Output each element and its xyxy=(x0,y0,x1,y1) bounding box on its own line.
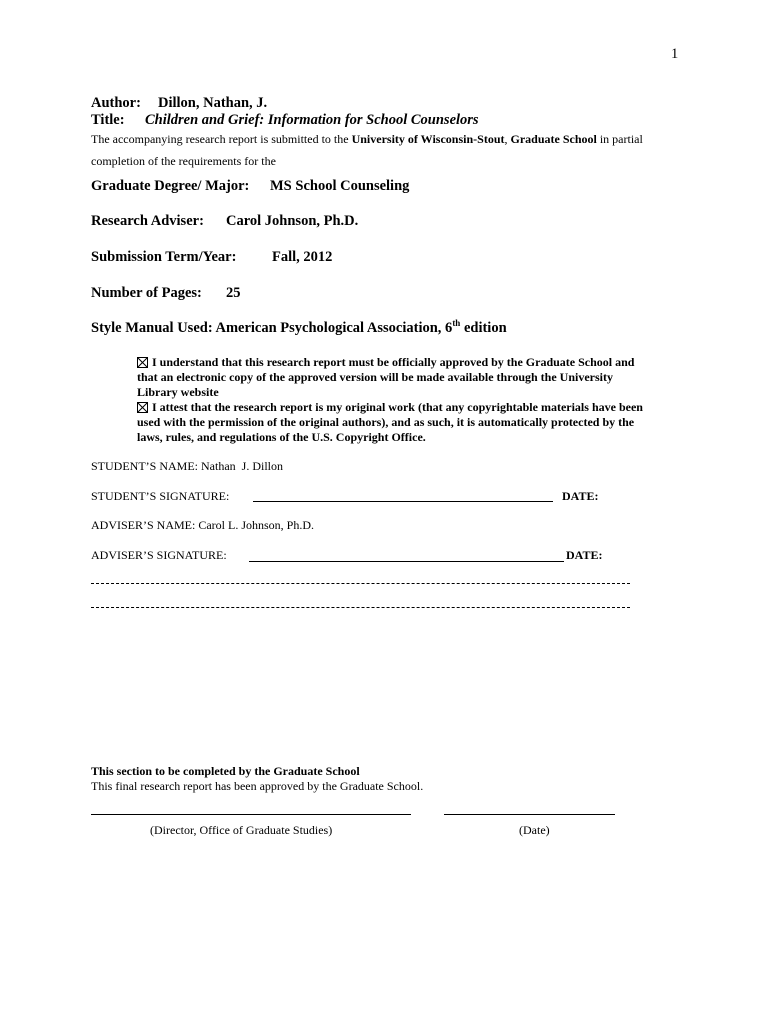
dashed-divider xyxy=(91,607,630,608)
style-manual-edition: edition xyxy=(463,320,507,336)
style-manual-value: American Psychological Association, 6 xyxy=(215,320,453,336)
student-name-value: Nathan J. Dillon xyxy=(201,459,283,473)
adviser-name xyxy=(91,518,314,533)
checked-box-icon[interactable] xyxy=(137,357,148,368)
student-signature-line[interactable] xyxy=(253,501,553,502)
attest-item-2-line: used with the permission of the original authors), and as such, it is automatically protected by the xyxy=(137,415,635,429)
attest-item-2-line: laws, rules, and regulations of the U.S. Copyright Office. xyxy=(137,430,426,444)
dashed-divider xyxy=(91,583,630,584)
attest-item-1-line: that an electronic copy of the approved version will be made available through the University xyxy=(137,370,613,384)
intro-post: in partial xyxy=(599,132,643,146)
title-value: Children and Grief: Information for School Counselors xyxy=(145,112,479,128)
style-manual xyxy=(91,320,507,337)
pages-value: 25 xyxy=(226,285,241,301)
attest-item-2 xyxy=(137,400,643,445)
term-value: Fall, 2012 xyxy=(272,249,333,265)
attest-item-1 xyxy=(137,355,634,400)
graduate-section-heading: This section to be completed by the Graduate School xyxy=(91,764,360,778)
style-manual-label: Style Manual Used: xyxy=(91,320,213,336)
adviser-value: Carol Johnson, Ph.D. xyxy=(226,213,359,229)
intro-school: Graduate School xyxy=(510,132,597,146)
intro-line-2: completion of the requirements for the xyxy=(91,154,276,168)
adviser-signature-label: ADVISER’S SIGNATURE: xyxy=(91,548,227,562)
intro-university: University of Wisconsin-Stout xyxy=(351,132,505,146)
intro-line-1: The accompanying research report is submitted to the University of Wisconsin-Stout, Graduate School in partial xyxy=(91,132,643,146)
adviser-date-label: DATE: xyxy=(566,548,603,562)
title-label: Title: xyxy=(91,112,125,128)
author-label: Author: xyxy=(91,95,141,111)
pages-label: Number of Pages: xyxy=(91,285,202,301)
page-number: 1 xyxy=(671,46,679,62)
checked-box-icon[interactable] xyxy=(137,402,148,413)
student-name-label: STUDENT’S NAME: xyxy=(91,459,198,473)
adviser-label: Research Adviser: xyxy=(91,213,204,229)
student-signature-label: STUDENT’S SIGNATURE: xyxy=(91,489,230,503)
adviser-signature-line[interactable] xyxy=(249,561,564,562)
attest-item-1-line: I understand that this research report must be officially approved by the Graduate School and xyxy=(137,355,634,370)
director-caption: (Director, Office of Graduate Studies) xyxy=(150,823,333,837)
student-date-label: DATE: xyxy=(562,489,599,503)
adviser-name-label: ADVISER’S NAME: xyxy=(91,518,196,532)
style-manual-sup: th xyxy=(452,318,461,328)
author-value: Dillon, Nathan, J. xyxy=(158,95,268,111)
term-label: Submission Term/Year: xyxy=(91,249,237,265)
student-name xyxy=(91,459,283,474)
adviser-name-value: Carol L. Johnson, Ph.D. xyxy=(198,518,315,532)
degree-label: Graduate Degree/ Major: xyxy=(91,178,250,194)
graduate-section-text: This final research report has been approved by the Graduate School. xyxy=(91,779,424,793)
date-caption: (Date) xyxy=(519,823,550,837)
attest-item-1-line: Library website xyxy=(137,385,219,399)
intro-pre: The accompanying research report is submitted to the xyxy=(91,132,349,146)
director-date-line[interactable] xyxy=(444,814,615,815)
director-signature-line[interactable] xyxy=(91,814,411,815)
attest-item-2-line: I attest that the research report is my original work (that any copyrightable materials have been xyxy=(137,400,643,415)
degree-value: MS School Counseling xyxy=(270,178,410,194)
